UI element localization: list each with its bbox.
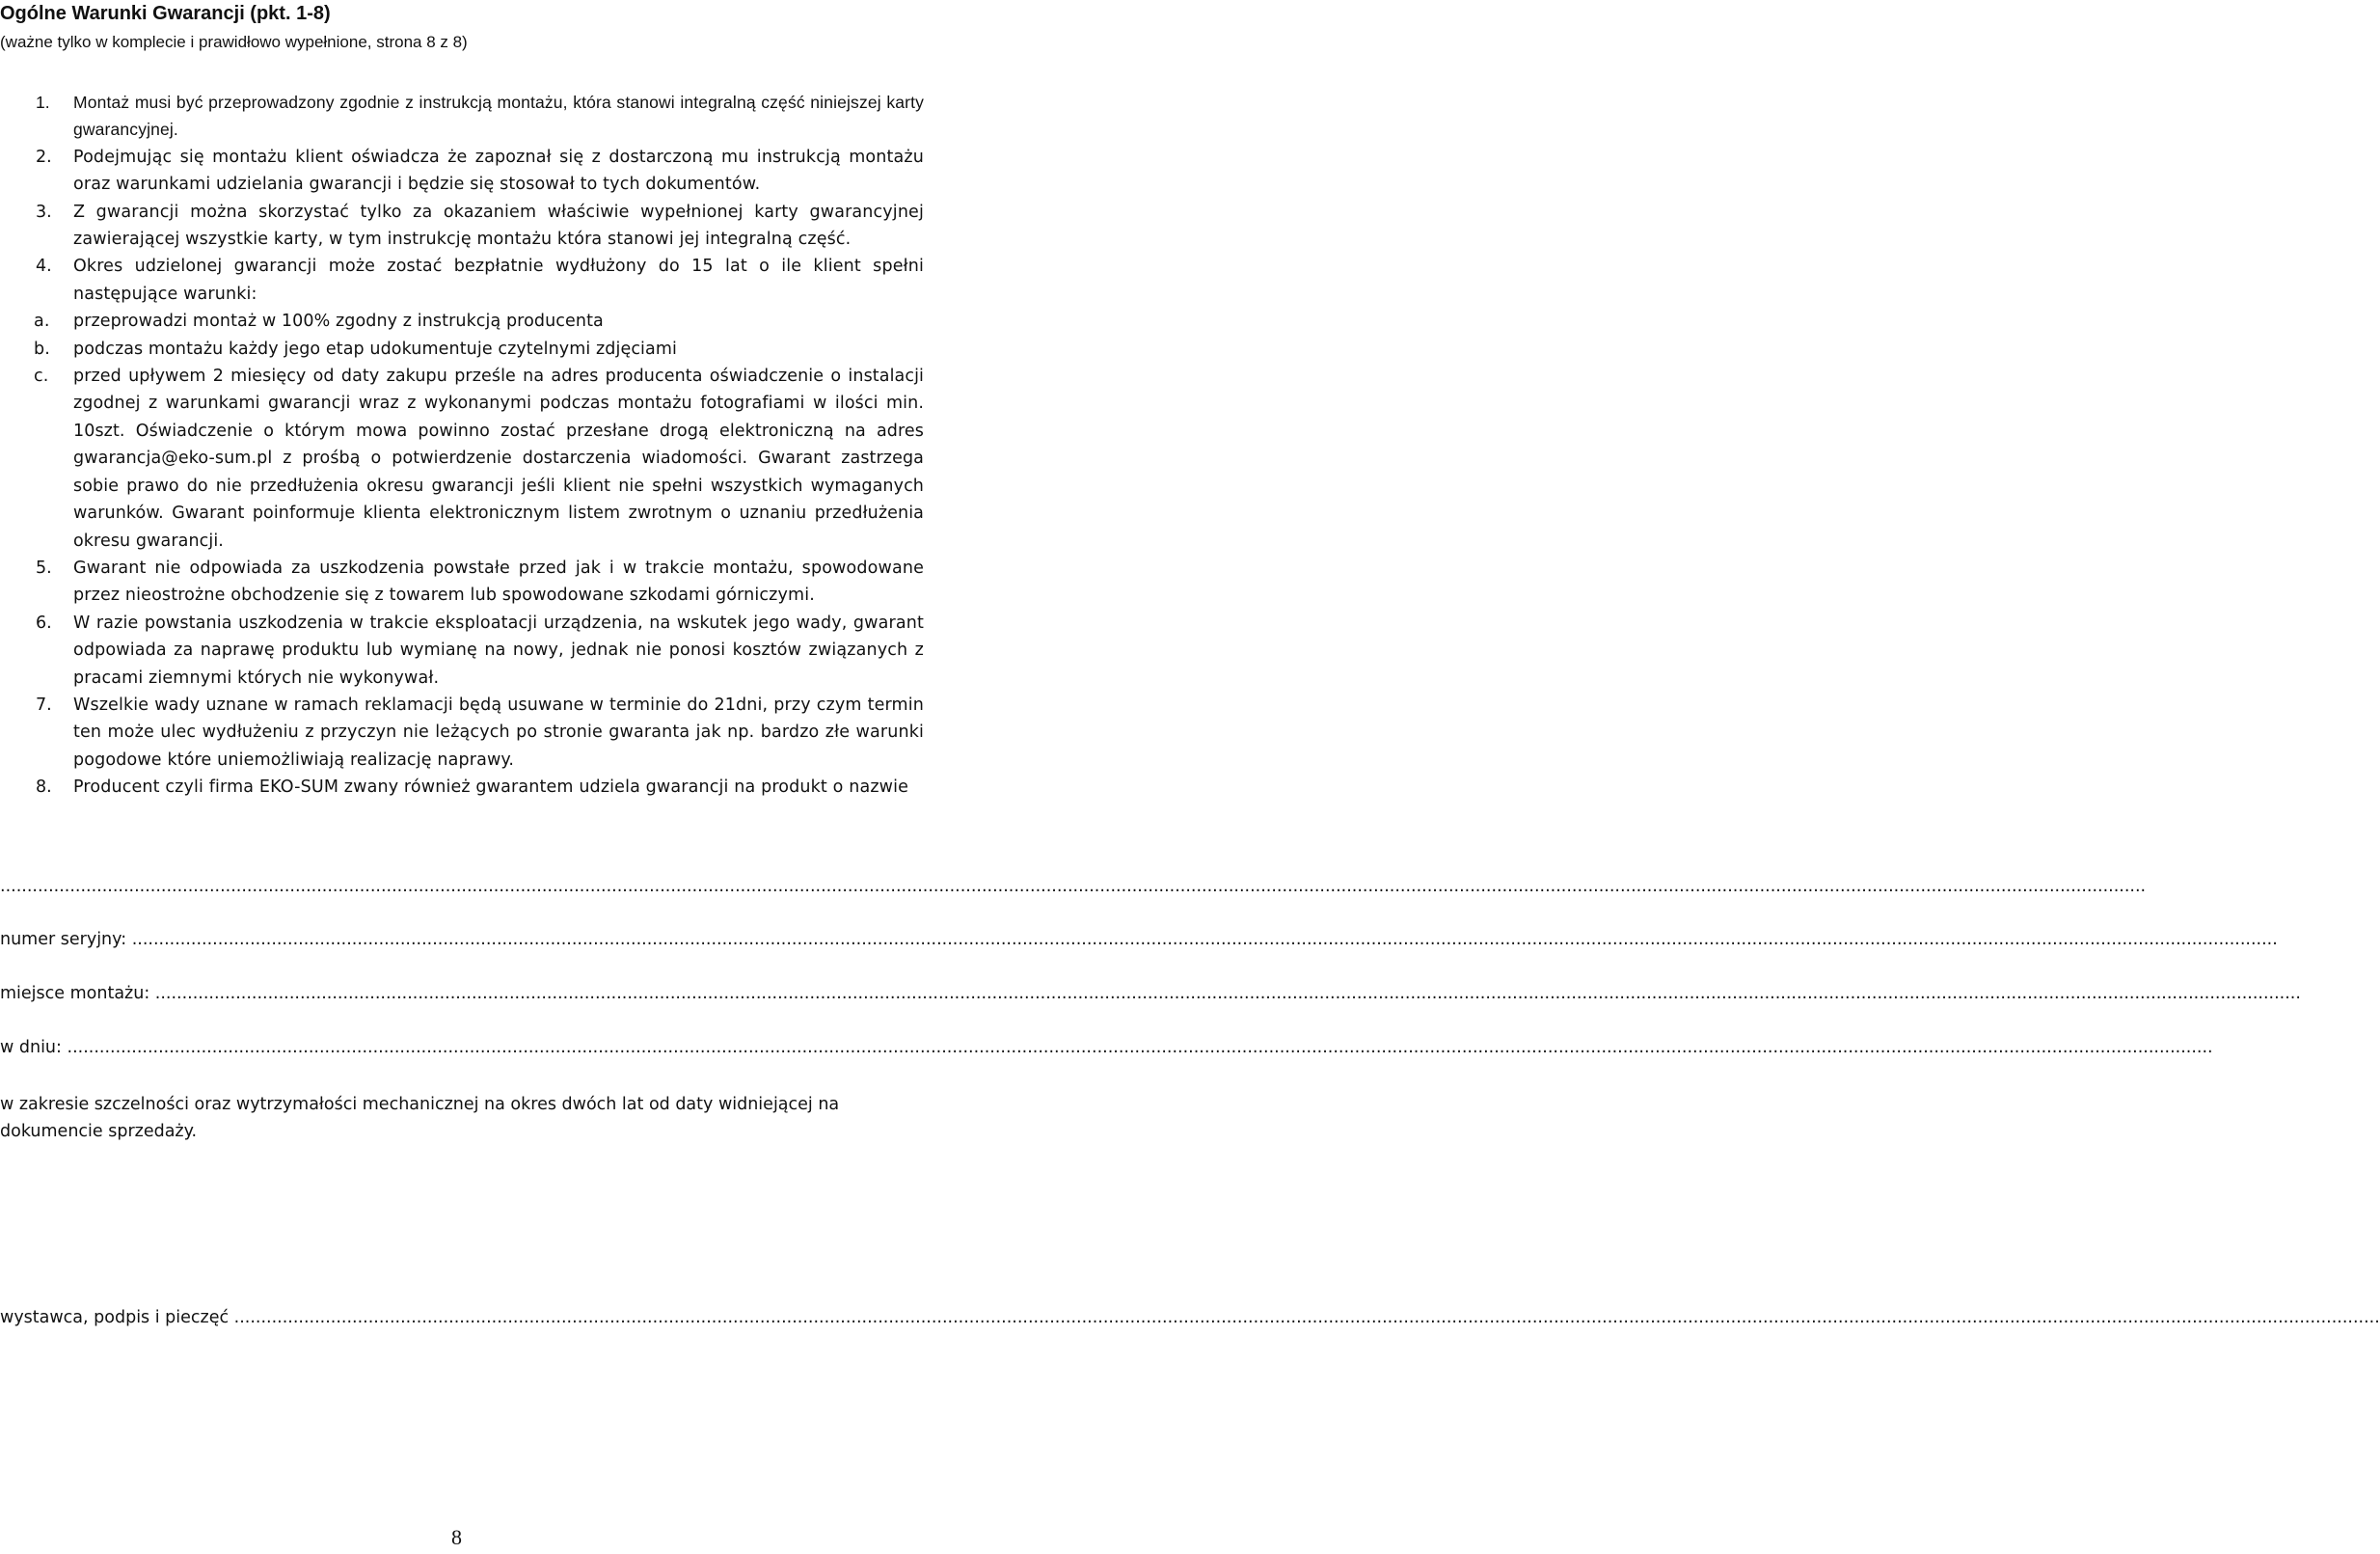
condition-item-c (34, 363, 924, 555)
warranty-scope-text: w zakresie szczelności oraz wytrzymałości mechanicznej na okres dwóch lat od daty widniejącej na dokumencie sprzedaży. (0, 1095, 840, 1142)
term-number: 1. (36, 93, 50, 112)
installation-date-label: w dniu: (0, 1038, 62, 1057)
term-item-5 (0, 555, 924, 610)
condition-letter: c. (34, 367, 49, 387)
term-text: Montaż musi być przeprowadzony zgodnie z instrukcją montażu, która stanowi integralną część niniejszej karty gwarancyjnej. (73, 93, 924, 140)
warranty-terms-list (0, 89, 924, 802)
term-text: Gwarant nie odpowiada za uszkodzenia powstałe przed jak i w trakcie montażu, spowodowane przez nieostrożne obchodzenie się z towarem lub spowodowane szkodami górniczymi. (73, 558, 924, 606)
term-number: 4. (36, 257, 52, 277)
page-subtitle: (ważne tylko w komplecie i prawidłowo wypełnione, strona 8 z 8) (0, 33, 468, 51)
term-number: 3. (36, 202, 52, 222)
term-item-2 (0, 144, 924, 199)
installation-date-field[interactable] (0, 1036, 2213, 1059)
condition-item-a (34, 308, 924, 335)
condition-text: podczas montażu każdy jego etap udokumentuje czytelnymi zdjęciami (73, 339, 677, 359)
condition-letter: b. (34, 339, 50, 359)
term-item-3 (0, 199, 924, 254)
term-number: 8. (36, 777, 52, 798)
term-text: W razie powstania uszkodzenia w trakcie eksploatacji urządzenia, na wskutek jego wady, gwarant odpowiada za naprawę produktu lub wymianę na nowy, jednak nie ponosi kosztów związanych z pracami ziemnymi których nie wykonywał. (73, 613, 924, 688)
term-text: Z gwarancji można skorzystać tylko za okazaniem właściwie wypełnionej karty gwarancyjnej zawierającej wszystkie karty, w tym instrukcję montażu która stanowi jej integralną część. (73, 202, 924, 250)
fill-in-dots: ................................................................................................................................................................................................................................................................................................................................................................................................................ (131, 930, 2278, 949)
conditions-sublist (34, 308, 924, 555)
serial-number-field[interactable] (0, 928, 2278, 951)
signature-label: wystawca, podpis i pieczęć (0, 1308, 230, 1327)
term-number: 7. (36, 695, 52, 715)
fill-in-dots: ................................................................................................................................................................................................................................................................................................................................................................................................................ (0, 877, 2147, 896)
installation-place-label: miejsce montażu: (0, 984, 150, 1003)
term-body (34, 253, 924, 554)
installation-place-field[interactable] (0, 982, 2301, 1005)
term-item-6 (0, 610, 924, 692)
term-text: Podejmując się montażu klient oświadcza że zapoznał się z dostarczoną mu instrukcją montażu oraz warunkami udzielania gwarancji i będzie się stosował to tych dokumentów. (73, 147, 924, 195)
fill-in-dots: ................................................................................................................................................................................................................................................................................................................................................................................................................ (154, 984, 2301, 1003)
term-number: 5. (36, 558, 52, 578)
condition-text: przed upływem 2 miesięcy od daty zakupu prześle na adres producenta oświadczenie o instalacji zgodnej z warunkami gwarancji wraz z wykonanymi podczas montażu fotografiami w ilości min. 10szt. Oświadczenie o którym mowa powinno zostać przesłane drogą elektroniczną na adres gwarancja@eko-sum.pl z prośbą o potwierdzenie dostarczenia wiadomości. Gwarant zastrzega sobie prawo do nie przedłużenia okresu gwarancji jeśli klient nie spełni wszystkich wymaganych warunków. Gwarant poinformuje klienta elektronicznym listem zwrotnym o uznaniu przedłużenia okresu gwarancji. (73, 367, 924, 551)
condition-item-b (34, 336, 924, 363)
condition-letter: a. (34, 312, 50, 332)
term-text: Wszelkie wady uznane w ramach reklamacji będą usuwane w terminie do 21dni, przy czym termin ten może ulec wydłużeniu z przyczyn nie leżących po stronie gwaranta jak np. bardzo złe warunki pogodowe które uniemożliwiają realizację naprawy. (73, 695, 924, 770)
fill-in-dots: ................................................................................................................................................................................................................................................................................................................................................................................................................ (233, 1308, 2380, 1327)
term-item-8 (0, 774, 924, 801)
term-item-1 (0, 89, 924, 144)
term-item-4 (0, 253, 924, 554)
product-name-field[interactable] (0, 875, 2147, 898)
term-number: 2. (36, 147, 52, 167)
condition-text: przeprowadzi montaż w 100% zgodny z instrukcją producenta (73, 312, 604, 332)
page-number: 8 (451, 1525, 462, 1549)
serial-number-label: numer seryjny: (0, 930, 127, 949)
fill-in-dots: ................................................................................................................................................................................................................................................................................................................................................................................................................ (67, 1038, 2213, 1057)
signature-field[interactable] (0, 1306, 2380, 1329)
term-text: Producent czyli firma EKO-SUM zwany również gwarantem udziela gwarancji na produkt o nazwie (73, 777, 909, 798)
term-item-7 (0, 692, 924, 774)
term-text: Okres udzielonej gwarancji może zostać bezpłatnie wydłużony do 15 lat o ile klient spełni następujące warunki: (73, 257, 924, 304)
page-title: Ogólne Warunki Gwarancji (pkt. 1-8) (0, 3, 331, 24)
term-number: 6. (36, 613, 52, 633)
